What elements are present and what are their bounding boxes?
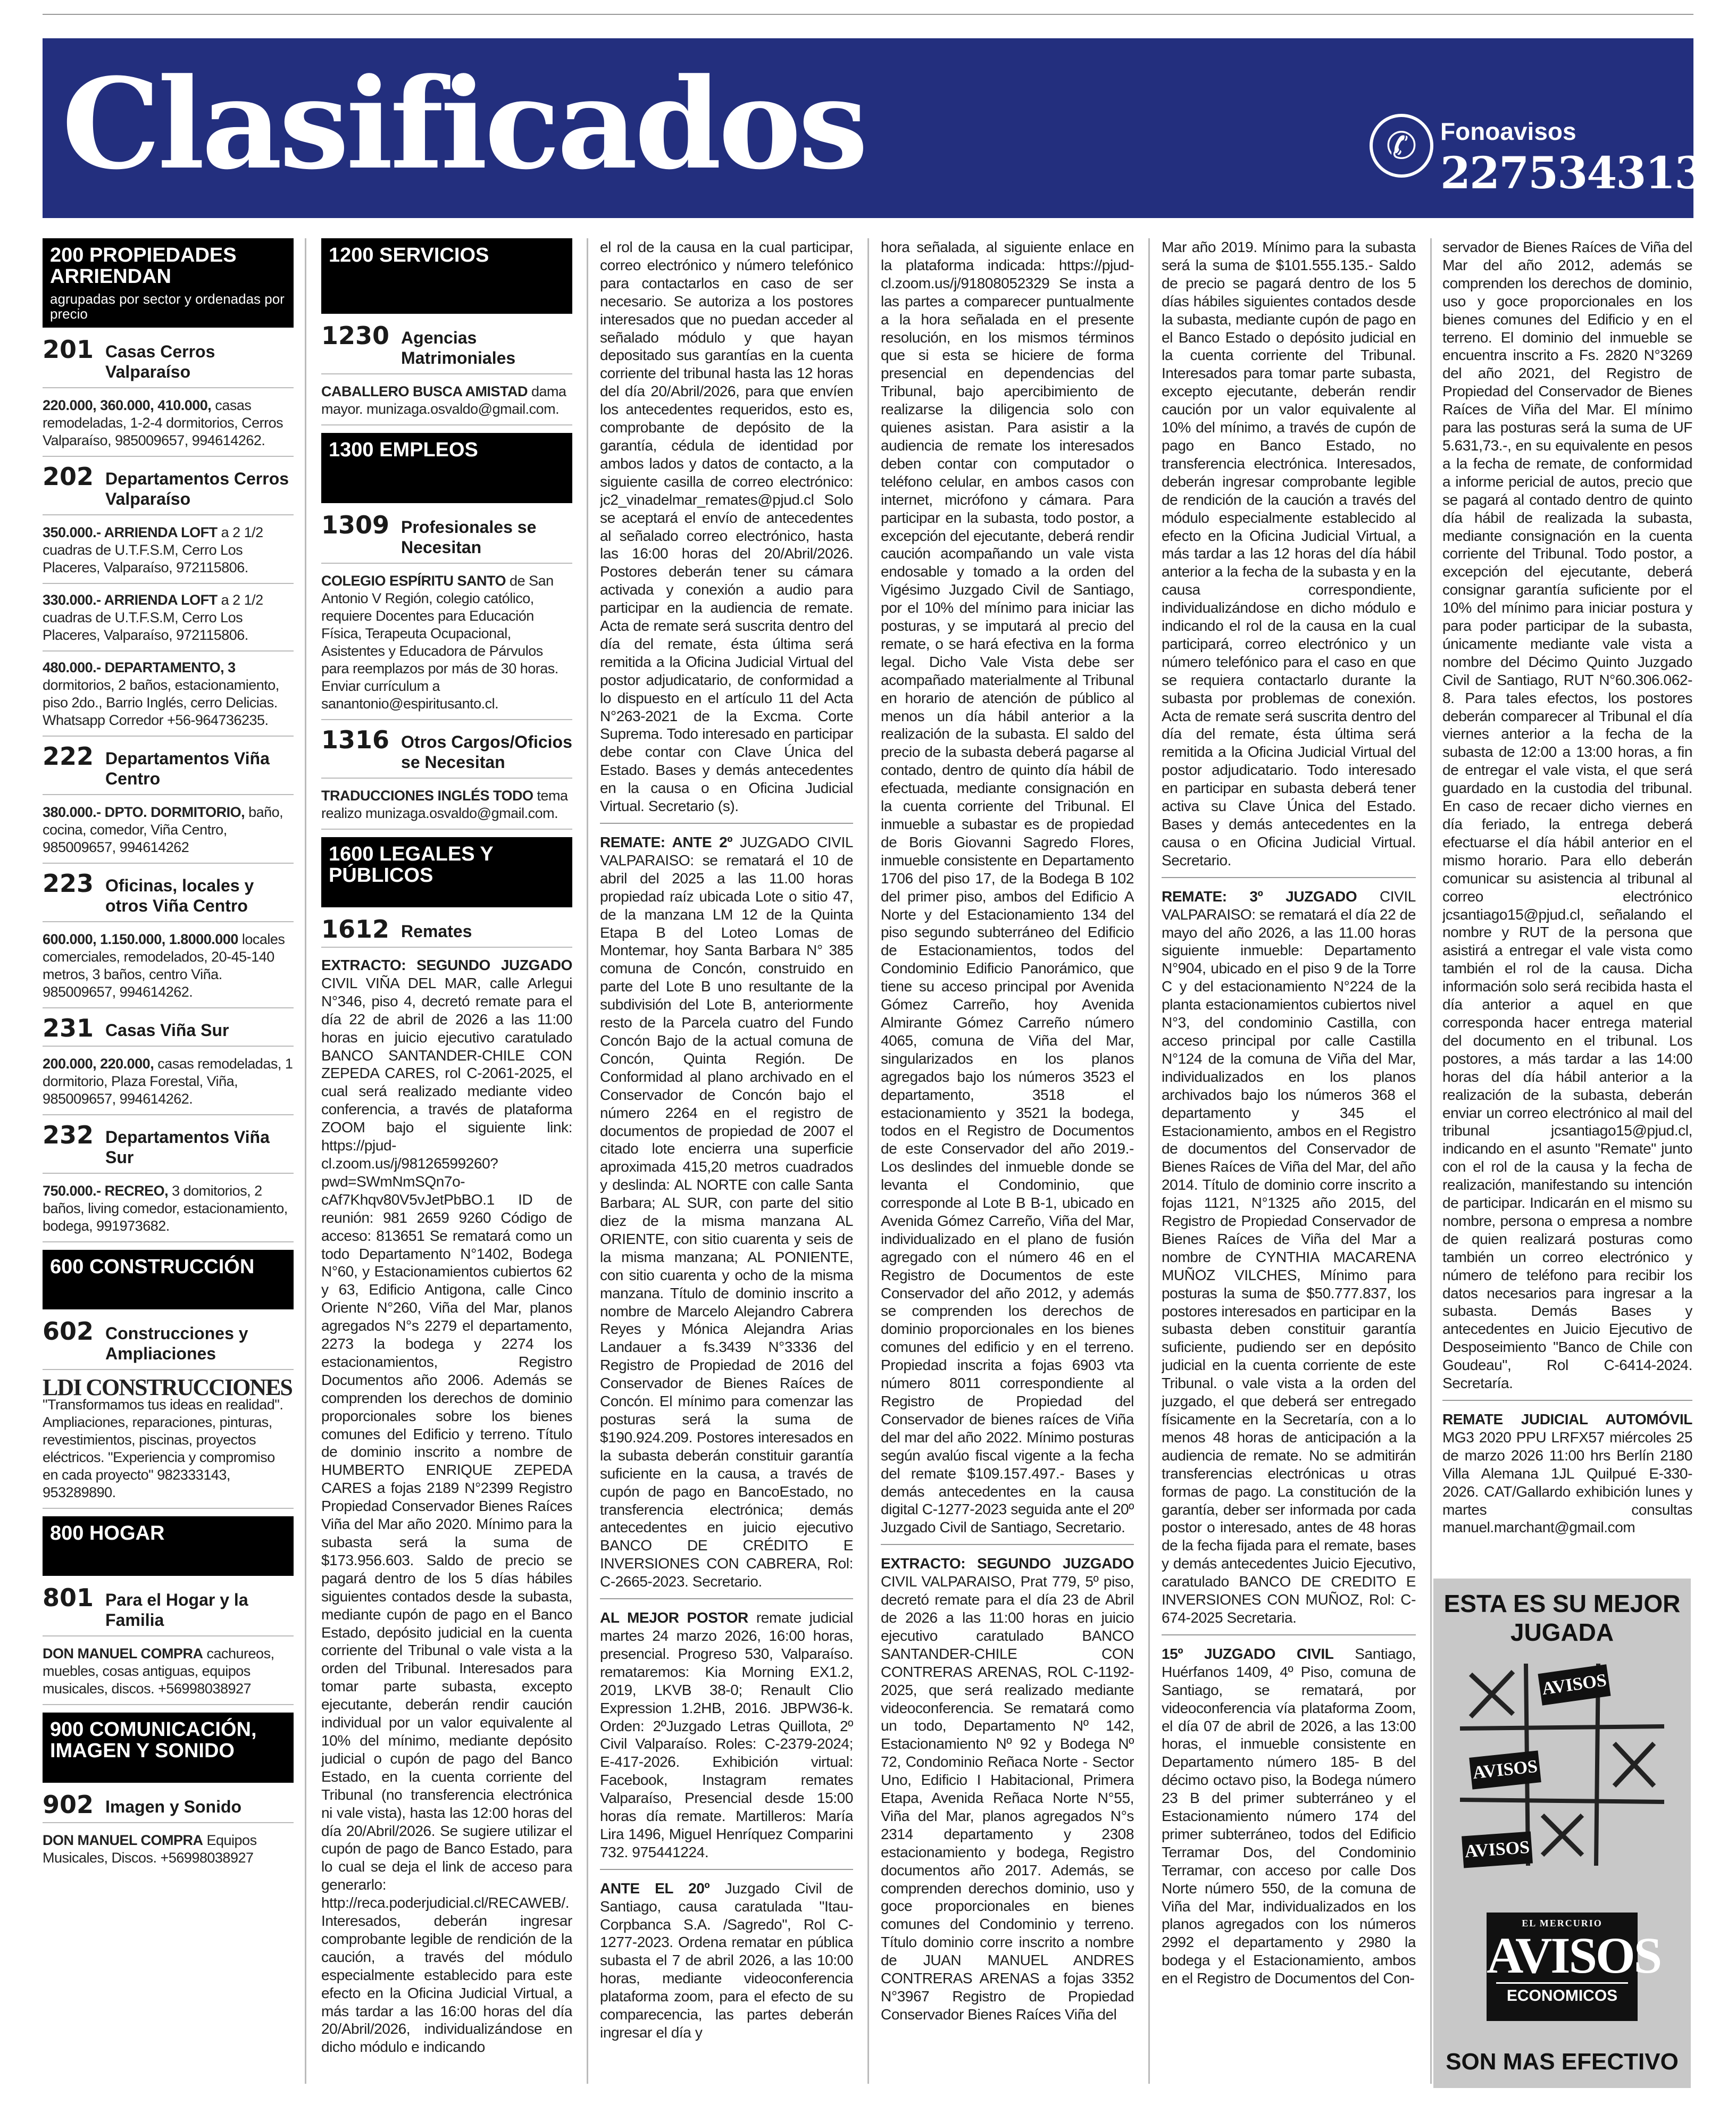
column-6 (1442, 238, 1692, 1557)
brand-sub: ECONOMICOS (1496, 1982, 1628, 2005)
promo-heading: ESTA ES SU MEJOR JUGADA (1443, 1590, 1681, 1646)
subsection-label: Agencias Matrimoniales (401, 328, 516, 368)
section-800 (43, 1516, 294, 1576)
ad-text: baño, cocina, comedor, Viña Centro, 985009657, 994614262 (43, 804, 283, 855)
subsection-number: 223 (43, 869, 94, 898)
ad-lead: 750.000.- RECREO, (43, 1183, 169, 1199)
subsection-label: Imagen y Sonido (105, 1797, 242, 1816)
ad-lead: 600.000, 1.150.000, 1.8000.000 (43, 931, 238, 947)
subsection-1316 (321, 725, 572, 779)
subsection-1612 (321, 917, 572, 948)
section-1600 (321, 837, 572, 907)
ad-lead: DON MANUEL COMPRA (43, 1832, 203, 1848)
subsection-label: Profesionales se Necesitan (401, 517, 537, 557)
classified-ad (43, 1182, 294, 1242)
brand-top: EL MERCURIO (1522, 1918, 1603, 1928)
promo-ad (1433, 1579, 1691, 2088)
section-title: 900 COMUNICACIÓN, IMAGEN Y SONIDO (50, 1718, 257, 1762)
ad-text: 3 domitorios, 2 baños, living comedor, estacionamiento, bodega, 991973682. (43, 1183, 288, 1234)
notice-text: JUZGADO CIVIL VALPARAISO: se rematará el 10 de abril del 2025 a las 11.00 horas propiedad raíz ubicada Lote o sitio 47, de la manzana LM 12 de la Quinta Etapa B del Loteo Lomas de Montemar, hoy Santa Barbara N° 385 comuna de Concón, construido en parte del Lote B uno resultante de la subdivisión del Lote B, anteriormente resto de la Parcela cuatro del Fundo Concón Bajo de la actual comuna de Concón, Quinta Región. De Conformidad al plano archivado en el Conservador de Concón bajo el número 2264 en el registro de documentos de propiedad de 2007 el citado lote encierra una superficie aproximada 415,20 metros cuadrados y deslinda: AL NORTE con calle Santa Barbara; AL SUR, con parte del sitio diez de la misma manzana AL ORIENTE, con sitio cuarenta y seis de la misma manzana; AL PONIENTE, con sitio cuarenta y ocho de la misma manzana. Título de dominio inscrito a nombre de Marcelo Alejandro Cabrera Reyes y Mónica Alejandra Arias Landauer a fs.3439 N°3336 del Registro de Propiedad de 2016 del Conservador de Bienes Raíces de Concón. El mínimo para comenzar las posturas será la suma de $190.924.209. Postores interesados en la subasta deberán constituir garantía suficiente en la causa, a través de cupón de pago en BancoEstado, no transferencia electrónica; demás antecedentes en juicio ejecutivo BANCO DE CRÉDITO E INVERSIONES CON CABRERA, Rol: C-2665-2023. Secretario. (600, 834, 853, 1590)
section-title: 600 CONSTRUCCIÓN (50, 1256, 255, 1278)
subsection-label: Otros Cargos/Oficios se Necesitan (401, 732, 572, 772)
notice-text: CIVIL VIÑA DEL MAR, calle Arlegui N°346, piso 4, decretó remate para el día 22 de abril de 2026 a las 11:00 horas en juicio ejecutivo caratulado BANCO SANTANDER-CHILE CON ZEPEDA CARES, rol C-2061-2025, el cual será realizado mediante video conferencia, a través de plataforma ZOOM bajo el siguiente link: https://pjud-cl.zoom.us/j/98126599260?pwd=SWmNmSQn7o-cAf7Khqv80V5vJetPbBO.1 ID de reunión: 981 2659 9260 Código de acceso: 813651 Se rematará como un todo Departamento N°1402, Bodega N°60, y Estacionamientos cubiertos 62 y 63, Edificio Antigona, calle Cinco Oriente N°260, Viña del Mar, planos agregados N°s 2279 el departamento, 2273 la bodega y 2274 los estacionamientos, Registro Documentos año 2006. Además se comprenden los derechos de dominio proporcionales sobre los bienes comunes del Edificio y terreno. Título de dominio inscrito a nombre de HUMBERTO ENRIQUE ZEPEDA CARES a fojas 2189 N°2399 Registro Propiedad Conservador Bienes Raíces Viña del Mar año 2020. Mínimo para la subasta será la suma de $173.956.603. Saldo de precio se pagará dentro de los 5 días hábiles siguientes contados desde la subasta, mediante cupón de pago en el Banco Estado, depósito judicial en la cuenta corriente del Tribunal o vale vista a la orden del Tribunal. Interesados para tomar parte subasta, excepto ejecutante, deberán rendir caución individual por un valor equivalente al 10% del mínimo, mediante depósito judicial o cupón de pago del Banco Estado, en la cuenta corriente del Tribunal (no transferencia electrónica ni vale vista), hasta las 12:00 horas del día 20/Abril/2026. Se sugiere utilizar el cupón de pago de Banco Estado, para lo cual se deja el link de acceso para generarlo: http://reca.poderjudicial.cl/RECAWEB/. Interesados, deberán ingresar comprobante legible de rendición de la caución, a través del módulo especialmente establecido para este efecto en la Oficina Judicial Virtual, a más tardar a las 16:00 horas del día 20/Abril/2026, individualizándose en dicho módulo e indicando (321, 974, 572, 2056)
column-divider (867, 238, 869, 2084)
section-subtitle: agrupadas por sector y ordenadas por precio (50, 291, 285, 322)
subsection-1230 (321, 323, 572, 374)
subsection-number: 201 (43, 335, 94, 364)
grid-line (1460, 1726, 1664, 1728)
ad-text: "Transformamos tus ideas en realidad". Ampliaciones, reparaciones, pinturas, revestimientos, piscinas, proyectos eléctricos. "Experiencia y compromiso en cada proyecto" 982333143, 953289890. (43, 1397, 283, 1500)
ad-text: de San Antonio V Región, colegio católico, requiere Docentes para Educación Física, Terapeuta Ocupacional, Asistentes y Educadora de Párvulos para reemplazos por más de 30 horas. Enviar currículum a sanantonio@espiritusanto.cl. (321, 573, 558, 712)
subsection-number: 602 (43, 1317, 94, 1346)
x-mark (1471, 1672, 1513, 1717)
classified-ad (43, 931, 294, 1008)
notice-text: MG3 2020 PPU LRFX57 miércoles 25 de marzo 2026 11:00 hrs Berlín 2180 Villa Alemana 1JL Quilpué E-330-2026. CAT/Gallardo exhibición lunes y martes consultas manuel.marchant@gmail.com (1442, 1429, 1692, 1536)
ad-lead: 330.000.- ARRIENDA LOFT (43, 592, 218, 608)
ad-text: casas remodeladas, 1 dormitorio, Plaza Forestal, Viña, 985009657, 994614262. (43, 1056, 293, 1107)
ad-text: locales comerciales, remodelados, 20-45-140 metros, 3 baños, centro Viña. 985009657, 994614262. (43, 931, 285, 1000)
ad-text: casas remodeladas, 1-2-4 dormitorios, Cerros Valparaíso, 985009657, 994614262. (43, 397, 283, 448)
classified-ad-ldi (43, 1374, 294, 1509)
fonoavisos-label: Fonoavisos (1440, 118, 1576, 145)
notice-text: CIVIL VALPARAISO: se rematará el día 22 de mayo del año 2026, a las 11.00 horas siguiente inmueble: Departamento N°904, ubicado en el piso 9 de la Torre C y del estacionamiento N°224 de la planta estacionamientos cubiertos nivel N°3, del condominio Castilla, con acceso principal por calle Castilla N°124 de la comuna de Viña del Mar, individualizados en los planos archivados bajo los números 368 el departamento y 345 el Estacionamiento, ambos en el Registro de documentos del Conservador de Bienes Raíces de Viña del Mar, del año 2014. Título de dominio corre inscrito a fojas 1121, N°1325 año 2015, del Registro de Propiedad Conservador de Bienes Raíces de Viña del Mar a nombre de CYNTHIA MACARENA MUÑOZ VILCHES, Mínimo para posturas la suma de $50.777.837, los postores interesados en participar en la subasta deben constituir garantía suficiente, pudiendo ser en depósito judicial en la cuenta corriente de este Tribunal. o vale vista a la orden del juzgado, el que deberá ser entregado físicamente en la Secretaría, con a lo menos 48 horas de anticipación a la audiencia de remate. No se admitirán transferencias electrónicas u otras formas de pago. La constitución de la garantía, deber ser informada por cada postor o interesado, antes de 48 horas de la fecha fijada para el remate, bases y demás antecedentes Juicio Ejecutivo, caratulado BANCO DE CREDITO E INVERSIONES CON MUÑOZ, Rol: C-674-2025 Secretaria. (1162, 888, 1416, 1626)
notice-lead: EXTRACTO: SEGUNDO JUZGADO (881, 1555, 1134, 1572)
section-title: 800 HOGAR (50, 1522, 165, 1544)
notice-text: Mar año 2019. Mínimo para la subasta será la suma de $101.555.135.- Saldo de precio se pagará dentro de los 5 días hábiles siguientes contados desde la subasta, mediante cupón de pago en el Banco Estado o depósito judicial en la cuenta corriente del Tribunal. Interesados para tomar parte subasta, excepto ejecutante, deberán rendir caución por un valor equivalente al 10% del mínimo, a través de cupón de pago en Banco Estado, no transferencia electrónica. Interesados, deberán ingresar comprobante legible de rendición de la caución a través del módulo especialmente establecido al efecto en la Oficina Judicial Virtual, a más tardar a las 12 horas del día hábil anterior a la fecha de la subasta y en la causa correspondiente, individualizándose en dicho módulo e indicando el rol de la causa en la cual participará, correo electrónico y un número telefónico para el caso en que se requiera contactarlo durante la subasta por problemas de conexión. Acta de remate será suscrita dentro del día del remate, ésta última será remitida a la Oficina Judicial Virtual del postor adjudicatario. Todo interesado en participar en subasta deberá tener activa su Clave Única del Estado. Bases y demás antecedentes en la causa o en Oficina Judicial Virtual. Secretario. (1162, 239, 1416, 869)
section-600 (43, 1250, 294, 1309)
notice-text: servador de Bienes Raíces de Viña del Mar del año 2012, además se comprenden los derechos de dominio, uso y goce proporcionales en los bienes comunes del Edificio y en el terreno. El dominio del inmueble se encuentra inscrito a Fs. 2820 N°3269 del año 2021, del Registro de Propiedad del Conservador de Bienes Raíces de Viña del Mar. El mínimo para las posturas será la suma de UF 5.631,73.-, en su equivalente en pesos a la fecha de remate, de conformidad a informe pericial de autos, precio que se pagará al contado dentro de quinto día hábil de realizada la subasta, mediante consignación en la cuenta corriente del Tribunal. Todo postor, a excepción del ejecutante, deberá consignar garantía suficiente por el 10% del mínimo para iniciar postura y para poder participar de la subasta, únicamente mediante vale vista a nombre del Décimo Quinto Juzgado Civil de Santiago, RUT N°60.306.062-8. Para tales efectos, los postores deberán comparecer al Tribunal el día viernes anterior a la fecha de la subasta de 12:00 a 13:00 horas, a fin de entregar el vale vista, el que será guardado en la custodia del tribunal. En caso de recaer dicho viernes en día feriado, la entrega deberá efectuarse el día hábil anterior en el mismo horario. Para ello deberán comunicar su asistencia al tribunal al correo electrónico jcsantiago15@pjud.cl, señalando el nombre y RUT de la persona que asistirá a entregar el vale vista como también el rol de la causa. Dicha información solo será recibida hasta el día anterior a aquel en que corresponda hacer entrega material del documento en el tribunal. Los postores, a más tardar a las 14:00 horas del día hábil anterior a la realización de la subasta, deberán enviar un correo electrónico al mail del tribunal jcsantiago15@pjud.cl, indicando en el asunto "Remate" junto con el rol de la causa y la fecha de realización, manifestando su intención de participar. Indicarán en el mismo su nombre, persona o empresa a nombre de quien realizará posturas como también un correo electrónico y número de teléfono para recibir los datos necesarios para ingresar a la subasta. Demás Bases y antecedentes en Juicio Ejecutivo de Desposeimiento "Banco de Chile con Goudeau", Rol C-6414-2024. Secretaría. (1442, 239, 1692, 1392)
section-1300 (321, 433, 572, 503)
ad-lead: 380.000.- DPTO. DORMITORIO, (43, 804, 245, 820)
x-mark (1542, 1815, 1582, 1855)
ad-lead: 220.000, 360.000, 410.000, (43, 397, 212, 413)
legal-notice (600, 1609, 853, 1870)
subsection-1309 (321, 513, 572, 564)
subsection-number: 902 (43, 1790, 94, 1819)
avisos-badge: AVISOS (1538, 1664, 1610, 1706)
notice-lead: ANTE EL 20º (600, 1880, 710, 1897)
legal-notice (1162, 888, 1416, 1635)
ldi-logo: LDI CONSTRUCCIONES (43, 1374, 292, 1400)
legal-notice-continued (1162, 238, 1416, 878)
subsection-801 (43, 1585, 294, 1636)
legal-notice (321, 956, 572, 2056)
subsection-number: 222 (43, 742, 94, 771)
x-mark (1614, 1743, 1654, 1786)
ad-lead: COLEGIO ESPÍRITU SANTO (321, 573, 506, 589)
column-3 (600, 238, 853, 2110)
classified-ad (43, 397, 294, 457)
column-1 (43, 238, 294, 2110)
subsection-222 (43, 744, 294, 795)
legal-notice-continued (881, 238, 1134, 1545)
subsection-number: 202 (43, 462, 94, 491)
subsection-902 (43, 1792, 294, 1823)
subsection-label: Construcciones y Ampliaciones (105, 1324, 248, 1363)
subsection-231 (43, 1016, 294, 1047)
classified-ad (321, 572, 572, 720)
section-title: 1600 LEGALES Y PÚBLICOS (329, 843, 494, 887)
brand-name: AVISOS (1487, 1927, 1661, 1984)
fonoavisos-number[interactable]: 227534313 (1440, 148, 1704, 199)
ad-lead: DON MANUEL COMPRA (43, 1646, 203, 1661)
subsection-202 (43, 464, 294, 515)
subsection-number: 231 (43, 1014, 94, 1042)
grid-line (1460, 1800, 1664, 1802)
subsection-232 (43, 1123, 294, 1174)
section-title: 1300 EMPLEOS (329, 439, 478, 461)
avisos-badge: AVISOS (1462, 1832, 1533, 1868)
legal-notice (881, 1555, 1134, 2024)
ad-text: cachureos, muebles, cosas antiguas, equipos musicales, discos. +56998038927 (43, 1646, 274, 1697)
classified-ad (43, 659, 294, 737)
notice-text: remate judicial martes 24 marzo 2026, 16:00 horas, presencial. Progreso 530, Valparaíso. remataremos: Kia Morning EX1.2, 2019, LKVB 38-0; Renault Clio Expression 1.2HB, 2016. JBPW36-k. Orden: 2ºJuzgado Letras Quillota, 2º Civil Valparaíso. Roles: C-2379-2024; E-417-2026. Exhibición virtual: Facebook, Instagram remates Valparaíso, Presencial desde 15:00 horas día remate. Martilleros: María Lira 1496, Miguel Henríquez Comparini 732. 975441224. (600, 1609, 853, 1860)
notice-text: hora señalada, al siguiente enlace en la plataforma indicada: https://pjud-cl.zoom.us/j/91808052329 Se insta a las partes a comparecer puntualmente a la hora señalada en el presente resolución, en los mismos términos que si esta se hiciere de forma presencial en dependencias del Tribunal, bajo apercibimiento de realizarse la diligencia solo con quienes asistan. Para asistir a la audiencia de remate los interesados deben contar con computador o teléfono celular, en ambos casos con internet, micrófono y cámara. Para participar en la subasta, todo postor, a excepción del ejecutante, deberá rendir caución acompañando un vale vista endosable y tomado a la orden del Vigésimo Juzgado Civil de Santiago, por el 10% del mínimo para iniciar las posturas, y se imputará al precio del remate, o se hará efectiva en la forma legal. Dicho Vale Vista debe ser acompañado materialmente al Tribunal en horario de atención de público al menos un día hábil anterior a la realización de la subasta. El saldo del precio de la subasta deberá pagarse al contado, dentro de quinto día hábil de efectuada, mediante consignación en la cuenta corriente del Tribunal. El inmueble a subastar es de propiedad de Boris Giovanni Sagredo Flores, inmueble consistente en Departamento 1706 del piso 17, de la Bodega B 102 del primer piso, ambos del Edificio A Norte y del Estacionamiento 134 del piso segundo subterráneo del Edificio de Estacionamientos, todos del Condominio Edificio Panorámico, que tiene su acceso principal por Avenida Gómez Carreño, hoy Avenida Almirante Gómez Carreño número 4065, comuna de Viña del Mar, singularizados en los planos agregados bajo los números 3523 el departamento, 3518 el estacionamiento y 3521 la bodega, todos en el Registro de Documentos de este Conservador del año 2019.- Los deslindes del inmueble donde se levanta el Condominio, que corresponde al Lote B B-1, ubicado en Avenida Gómez Carreño, Viña del Mar, individualizado en el plano de fusión agregado con el número 46 en el Registro de Documentos de este Conservador del año 2012, y además se comprenden los derechos de dominio proporcionales en los bienes comunes del edificio y en el terreno. Propiedad inscrita a fojas 6903 vta número 8011 correspondiente al Registro de Propiedad del Conservador de bienes raíces de Viña del mar del año 2022. Mínimo posturas según avalúo fiscal vigente a la fecha del remate $109.157.497.- Bases y demás antecedentes en la causa digital C-1277-2023 seguida ante el 20º Juzgado Civil de Santiago, Secretario. (881, 239, 1134, 1536)
section-1200 (321, 238, 572, 314)
notice-lead: EXTRACTO: SEGUNDO JUZGADO (321, 957, 572, 973)
ad-lead: 350.000.- ARRIENDA LOFT (43, 524, 218, 540)
ad-text: a 2 1/2 cuadras de U.T.F.S.M, Cerro Los Placeres, Valparaíso, 972115806. (43, 524, 263, 575)
ad-text: dama mayor. munizaga.osvaldo@gmail.com. (321, 383, 566, 417)
ad-lead: CABALLERO BUSCA AMISTAD (321, 383, 528, 399)
subsection-label: Departamentos Viña Centro (105, 749, 270, 788)
promo-footer: SON MAS EFECTIVO (1446, 2049, 1679, 2075)
subsection-201 (43, 337, 294, 388)
section-title: 200 PROPIEDADES ARRIENDAN (50, 244, 237, 288)
legal-notice (1162, 1645, 1416, 1988)
masthead (43, 38, 1704, 218)
subsection-label: Departamentos Cerros Valparaíso (105, 469, 289, 508)
subsection-label: Para el Hogar y la Familia (105, 1590, 248, 1630)
ad-lead: 200.000, 220.000, (43, 1056, 154, 1072)
classified-ad (43, 1055, 294, 1115)
avisos-badge: AVISOS (1469, 1750, 1541, 1789)
notice-text: Juzgado Civil de Santiago, causa caratulada "Itau-Corpbanca S.A. /Sagredo", Rol C-1277-2023. Ordena rematar en pública subasta el 7 de abril 2026, a las 10:00 horas, mediante videoconferencia plataforma zoom, para el efecto de su comparecencia, las partes deberán ingresar el día y (600, 1880, 853, 2041)
ad-text: dormitorios, 2 baños, estacionamiento, piso 2do., Barrio Inglés, cerro Delicias. Whatsapp Corredor +56-964736235. (43, 677, 279, 728)
column-divider (587, 238, 588, 2084)
page-title: Clasificados (62, 51, 865, 197)
ad-text: tema realizo munizaga.osvaldo@gmail.com. (321, 788, 568, 821)
subsection-number: 1612 (321, 915, 390, 943)
classified-ad (321, 787, 572, 830)
classified-ad (43, 1645, 294, 1705)
column-2 (321, 238, 572, 2110)
subsection-number: 232 (43, 1121, 94, 1149)
column-divider (305, 238, 306, 2084)
notice-lead: REMATE: 3º JUZGADO (1162, 888, 1357, 905)
classified-ad (321, 383, 572, 425)
classified-ad (43, 1832, 294, 1873)
column-divider (1148, 238, 1150, 2084)
subsection-label: Oficinas, locales y otros Viña Centro (105, 876, 254, 915)
subsection-number: 1309 (321, 511, 390, 539)
subsection-223 (43, 871, 294, 922)
ad-text: a 2 1/2 cuadras de U.T.F.S.M, Cerro Los Placeres, Valparaíso, 972115806. (43, 592, 263, 643)
column-divider (1430, 238, 1432, 2084)
notice-lead: AL MEJOR POSTOR (600, 1609, 748, 1626)
ad-lead: 480.000.- DEPARTAMENTO, 3 (43, 659, 236, 675)
legal-notice (600, 1880, 853, 2042)
section-200 (43, 238, 294, 328)
ad-lead: TRADUCCIONES INGLÉS TODO (321, 788, 533, 804)
notice-lead: 15º JUZGADO CIVIL (1162, 1645, 1334, 1662)
ad-text: Equipos Musicales, Discos. +56998038927 (43, 1832, 257, 1866)
section-900 (43, 1713, 294, 1783)
subsection-number: 801 (43, 1583, 94, 1612)
classified-ad (43, 524, 294, 584)
notice-text: CIVIL VALPARAISO, Prat 779, 5º piso, decretó remate para el día 23 de Abril de 2026 a las 11:00 horas en juicio ejecutivo caratulado BANCO SANTANDER-CHILE CON CONTRERAS ARENAS, ROL C-1192-2025, que será realizado mediante videoconferencia. Se rematará como un todo, Departamento Nº 142, Estacionamiento Nº 92 y Bodega Nº 72, Condominio Reñaca Norte - Sector Uno, Edificio I Habitacional, Primera Etapa, Avenida Reñaca Norte N°55, Viña del Mar, planos agregados N°s 2314 departamento y 2308 estacionamiento y bodega, Registro documentos año 2017. Además, se comprenden derechos dominio, uso y goce proporcionales en bienes comunes del Condominio y terreno. Título dominio corre inscrito a nombre de JUAN MANUEL ANDRES CONTRERAS ARENAS a fojas 3352 N°3967 Registro de Propiedad Conservador Bienes Raíces Viña del (881, 1573, 1134, 2023)
subsection-label: Casas Viña Sur (105, 1021, 229, 1040)
classified-ad (43, 591, 294, 652)
legal-notice (1442, 1410, 1692, 1537)
notice-text: Santiago, Huérfanos 1409, 4º Piso, comuna de Santiago, se rematará, por videoconferencia vía plataforma Zoom, el día 07 de abril de 2026, a las 13:00 horas, el inmueble consistente en Departamento número 185- B del décimo octavo piso, la Bodega número 23 B del primer subterráneo y el Estacionamiento número 174 del primer subterráneo, todos del Edificio Terramar Dos, del Condominio Terramar, con acceso por calle Dos Norte número 550, de la comuna de Viña del Mar, individualizados en los planos agregados con los números 2992 el departamento y 2980 la bodega y el Estacionamiento, ambos en el Registro de Documentos del Con- (1162, 1645, 1416, 1987)
subsection-602 (43, 1319, 294, 1370)
subsection-label: Remates (401, 922, 472, 941)
legal-notice-continued (600, 238, 853, 824)
phone-icon: ✆ (1370, 114, 1433, 178)
subsection-number: 1230 (321, 321, 390, 350)
classified-ad (43, 804, 294, 864)
brand-logo (1487, 1913, 1661, 2021)
top-rule (43, 14, 1693, 15)
notice-lead: REMATE JUDICIAL AUTOMÓVIL (1442, 1411, 1692, 1427)
notice-lead: REMATE: ANTE 2º (600, 834, 733, 850)
subsection-number: 1316 (321, 725, 390, 754)
column-4 (881, 238, 1134, 2110)
subsection-label: Departamentos Viña Sur (105, 1128, 270, 1167)
subsection-label: Casas Cerros Valparaíso (105, 342, 215, 381)
notice-text: el rol de la causa en la cual participar, correo electrónico y número telefónico para contactarlos en caso de ser necesario. Se autoriza a los postores interesados que no puedan acceder al señalado módulo y que hayan depositado sus garantías en la cuenta corriente del tribunal hasta las 12 horas del día 20/Abril/2026, para que envíen los antecedentes requeridos, esto es, comprobante de depósito de la garantía, cédula de identidad por ambos lados y datos de contacto, a la siguiente casilla de correo electrónico: jc2_vinadelmar_remates@pjud.cl Solo se aceptará el envío de antecedentes al señalado correo electrónico, hasta las 16:00 horas del 20/Abril/2026. Postores deberán tener su cámara activada y conexión a audio para participar en la audiencia de remate. Acta de remate será suscrita dentro del día del remate, ésta última será remitida a la Oficina Judicial Virtual del postor adjudicatario, de conformidad a lo dispuesto en el artículo 11 del Acta N°263-2021 de la Excma. Corte Suprema. Todo interesado en participar debe contar con Clave Única del Estado. Bases y demás antecedentes en la causa o en Oficina Judicial Virtual. Secretario (s). (600, 239, 853, 815)
section-title: 1200 SERVICIOS (329, 244, 489, 266)
legal-notice (600, 833, 853, 1599)
column-5 (1162, 238, 1416, 2110)
legal-notice-continued (1442, 238, 1692, 1401)
